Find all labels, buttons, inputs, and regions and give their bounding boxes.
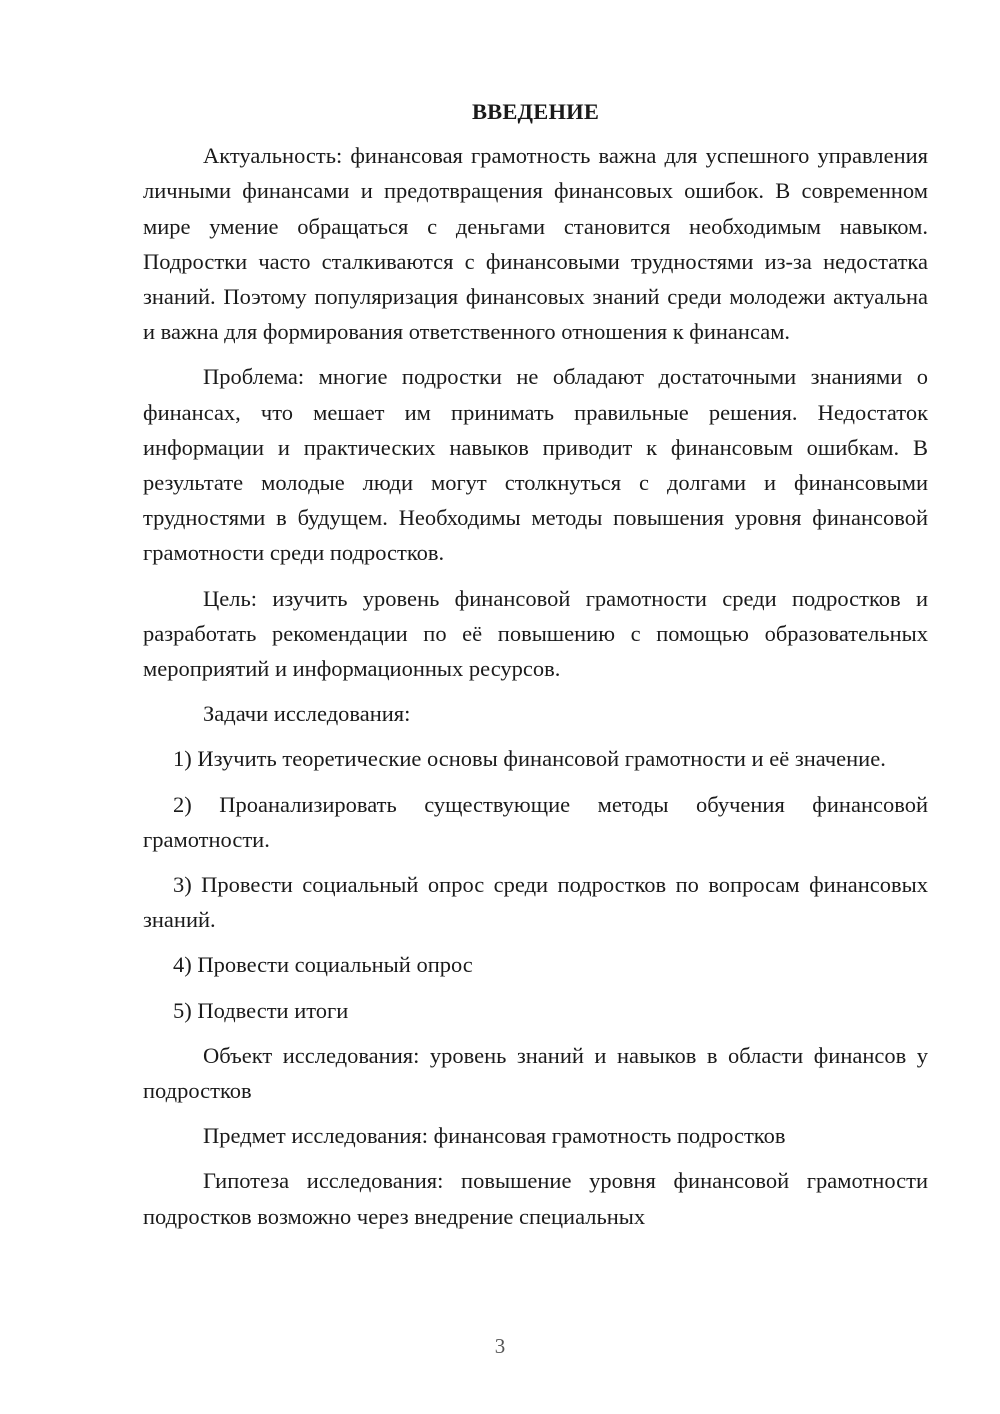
problem-paragraph: Проблема: многие подростки не обладают достаточными знаниями о финансах, что мешает им принимать правильные решения. Недостаток информации и практических навыков приводит к финансовым ошибкам. В результате молодые люди могут столкнуться с долгами и финансовыми трудностями в будущем. Необходимы методы повышения уровня финансовой грамотности среди подростков.: [143, 364, 928, 566]
task-item-2: 2) Проанализировать существующие методы обучения финансовой грамотности.: [143, 791, 928, 852]
tasks-heading: Задачи исследования:: [203, 701, 411, 727]
research-subject-paragraph: Предмет исследования: финансовая грамотность подростков: [203, 1123, 786, 1149]
page-content: [143, 94, 928, 1244]
goal-paragraph: Цель: изучить уровень финансовой грамотности среди подростков и разработать рекомендации по её повышению с помощью образовательных мероприятий и информационных ресурсов.: [143, 585, 928, 682]
section-title: ВВЕДЕНИЕ: [471, 99, 600, 124]
task-item-4: 4) Провести социальный опрос: [173, 952, 473, 978]
task-item-1: 1) Изучить теоретические основы финансовой грамотности и её значение.: [173, 746, 886, 772]
task-item-3: 3) Провести социальный опрос среди подростков по вопросам финансовых знаний.: [143, 872, 928, 933]
task-item-5: 5) Подвести итоги: [173, 997, 349, 1023]
research-object-paragraph: Объект исследования: уровень знаний и навыков в области финансов у подростков: [143, 1042, 928, 1104]
hypothesis-paragraph: Гипотеза исследования: повышение уровня финансовой грамотности подростков возможно через внедрение специальных: [143, 1168, 928, 1229]
page-number: 3: [494, 1334, 506, 1358]
relevance-paragraph: Актуальность: финансовая грамотность важна для успешного управления личными финансами и предотвращения финансовых ошибок. В современном мире умение обращаться с деньгами становится необходимым навыком. Подростки часто сталкиваются с финансовыми трудностями из-за недостатка знаний. Поэтому популяризация финансовых знаний среди молодежи актуальна и важна для формирования ответственного отношения к финансам.: [143, 143, 928, 345]
